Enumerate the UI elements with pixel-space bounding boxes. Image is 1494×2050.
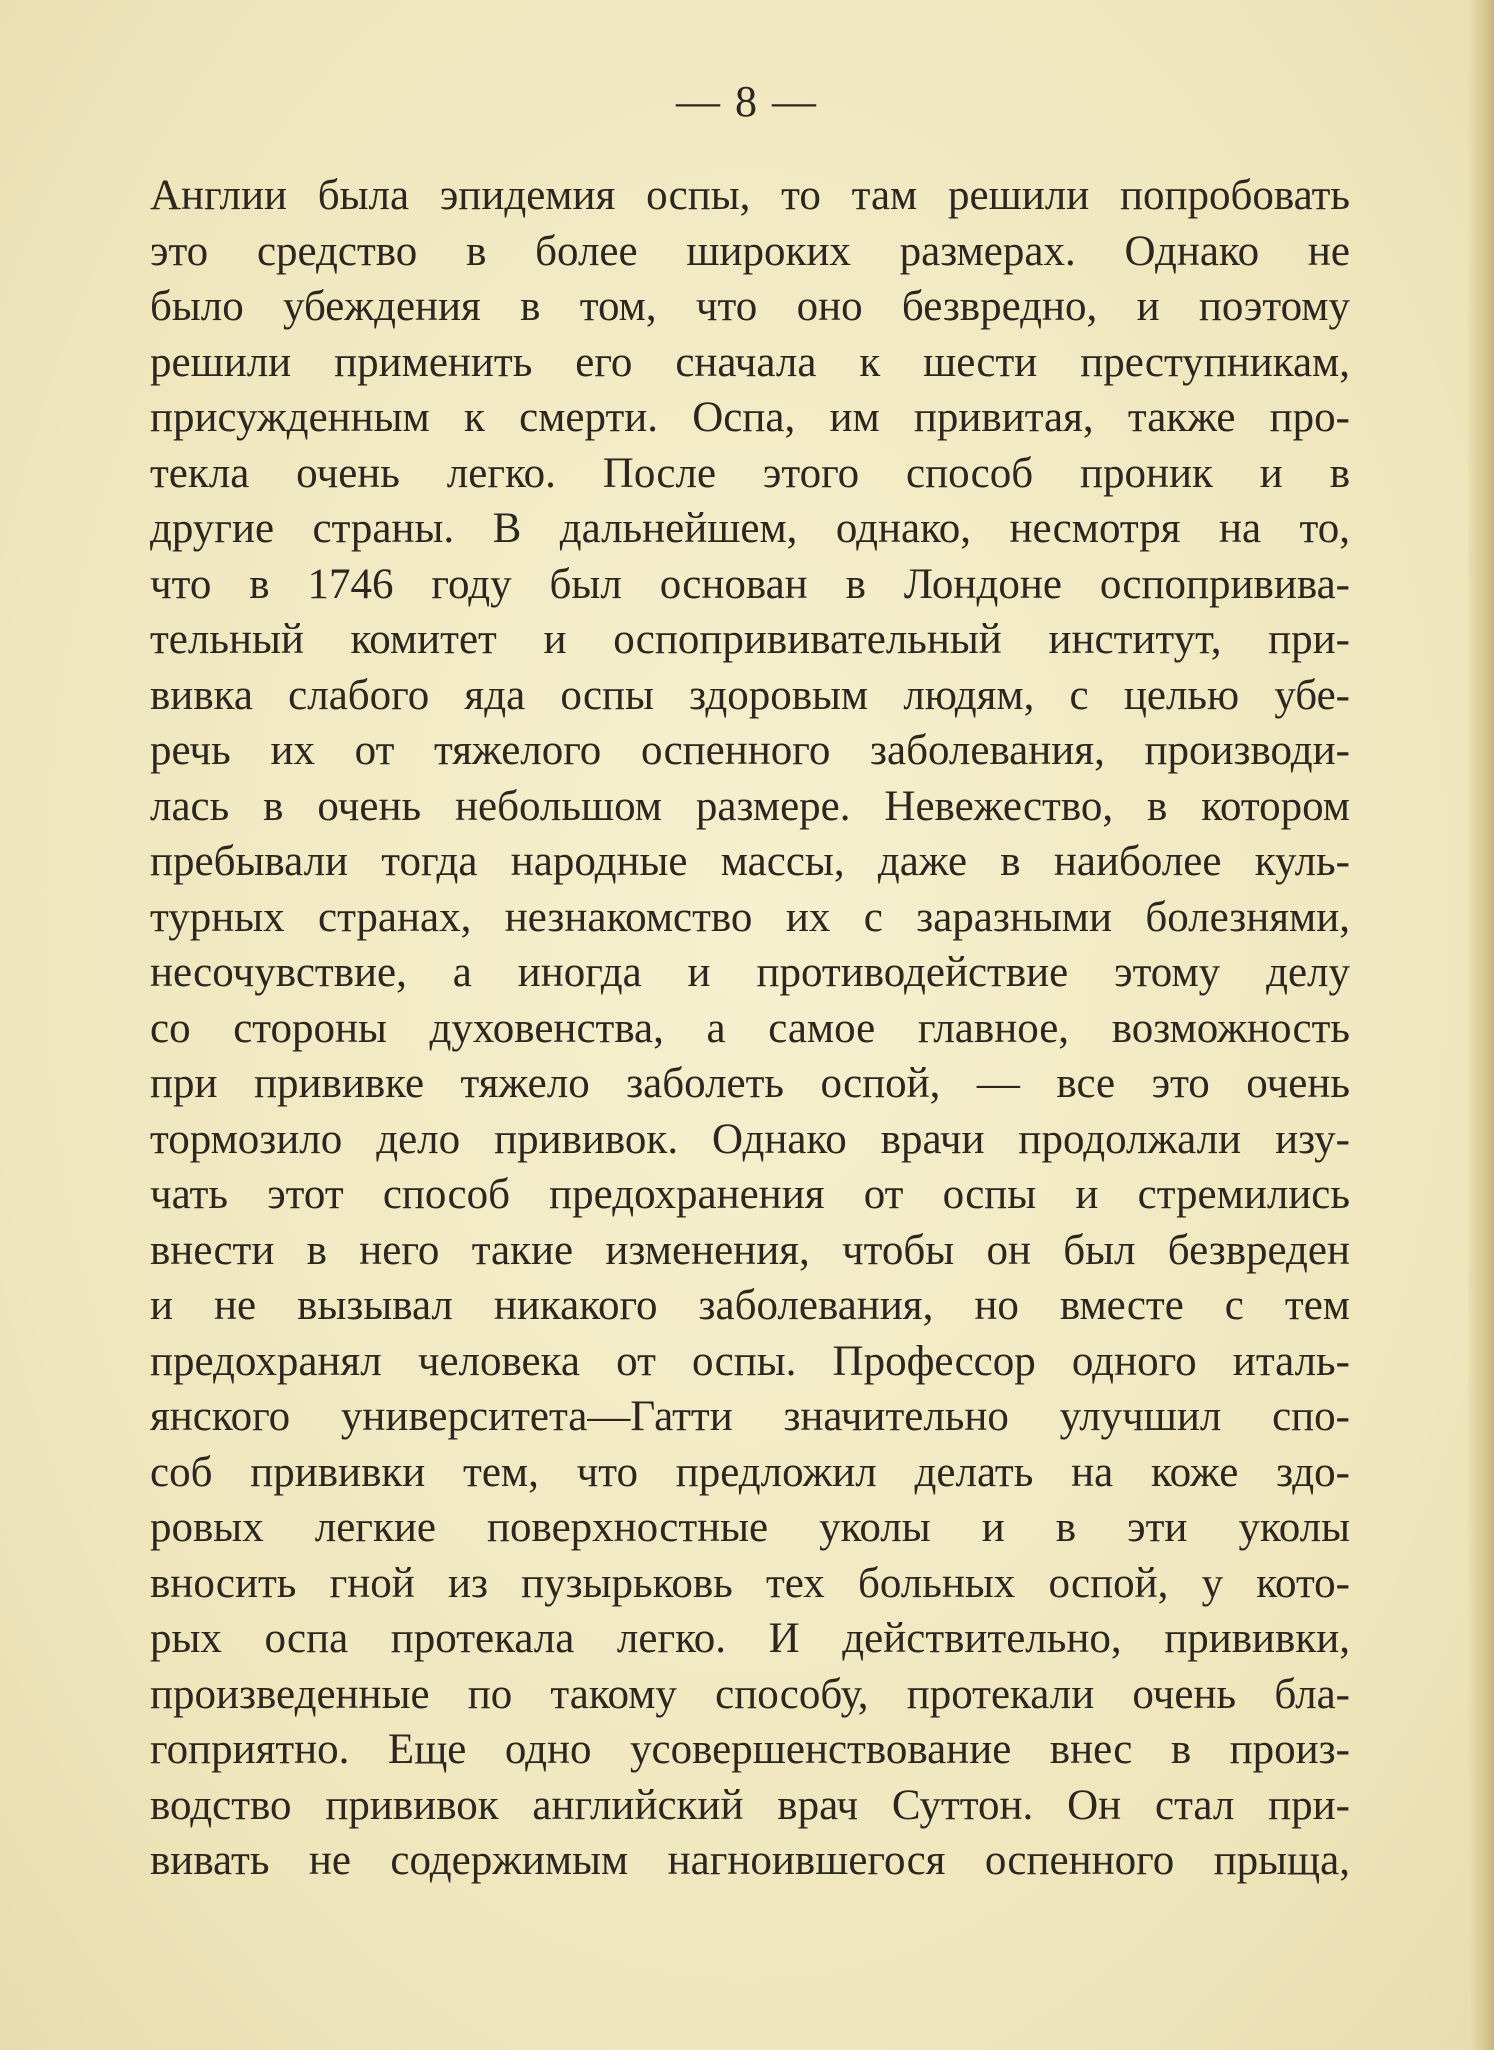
text-line: вивка слабого яда оспы здоровым людям, с целью убе- xyxy=(150,671,1350,719)
text-line: вивать не содержимым нагноившегося оспенного прыща, xyxy=(150,1837,1350,1884)
text-line: турных странах, незнакомство их с заразными болезнями, xyxy=(150,893,1350,941)
text-line: присужденным к смерти. Оспа, им привитая, также про- xyxy=(150,394,1350,441)
text-line: другие страны. В дальнейшем, однако, несмотря на то, xyxy=(150,505,1350,552)
text-line: и не вызывал никакого заболевания, но вместе с тем xyxy=(150,1282,1350,1329)
text-line: это средство в более широких размерах. Однако не xyxy=(150,227,1350,275)
text-line: янского университета—Гатти значительно улучшил спо- xyxy=(150,1393,1350,1440)
text-line: при прививке тяжело заболеть оспой, — все это очень xyxy=(150,1060,1350,1107)
text-line: рых оспа протекала легко. И действительно, прививки, xyxy=(150,1615,1350,1662)
text-line: было убеждения в том, что оно безвредно, и поэтому xyxy=(150,283,1350,330)
text-line: вносить гной из пузырьковь тех больных оспой, у кото- xyxy=(150,1559,1350,1607)
text-line: произведенные по такому способу, протекали очень бла- xyxy=(150,1670,1350,1718)
page-number: — 8 — xyxy=(676,77,818,126)
text-line: гоприятно. Еще одно усовершенствование внес в произ- xyxy=(150,1726,1350,1773)
text-line: решили применить его сначала к шести преступникам, xyxy=(150,338,1350,386)
text-line: пребывали тогда народные массы, даже в наиболее куль- xyxy=(150,838,1350,885)
text-line: текла очень легко. После этого способ проник и в xyxy=(150,449,1350,497)
text-line: внести в него такие изменения, чтобы он был безвреден xyxy=(150,1226,1350,1274)
text-line: чать этот способ предохранения от оспы и стремились xyxy=(150,1171,1350,1218)
text-line: предохранял человека от оспы. Профессор одного италь- xyxy=(150,1337,1350,1385)
text-line: что в 1746 году был основан в Лондоне оспопривива- xyxy=(150,560,1350,608)
text-line: Англии была эпидемия оспы, то там решили попробовать xyxy=(150,172,1350,219)
text-line: ровых легкие поверхностные уколы и в эти уколы xyxy=(150,1504,1350,1551)
text-line: тельный комитет и оспопрививательный институт, при- xyxy=(150,616,1350,663)
text-line: соб прививки тем, что предложил делать на коже здо- xyxy=(150,1448,1350,1496)
text-line: со стороны духовенства, а самое главное, возможность xyxy=(150,1004,1350,1052)
page-edge-shadow xyxy=(1468,0,1494,2050)
text-line: тормозило дело прививок. Однако врачи продолжали изу- xyxy=(150,1115,1350,1163)
text-line: несочувствие, а иногда и противодействие этому делу xyxy=(150,949,1350,996)
text-line: водство прививок английский врач Суттон. Он стал при- xyxy=(150,1781,1350,1829)
text-line: речь их от тяжелого оспенного заболевания, производи- xyxy=(150,727,1350,774)
text-line: лась в очень небольшом размере. Невежество, в котором xyxy=(150,782,1350,830)
body-text xyxy=(150,168,1350,1889)
